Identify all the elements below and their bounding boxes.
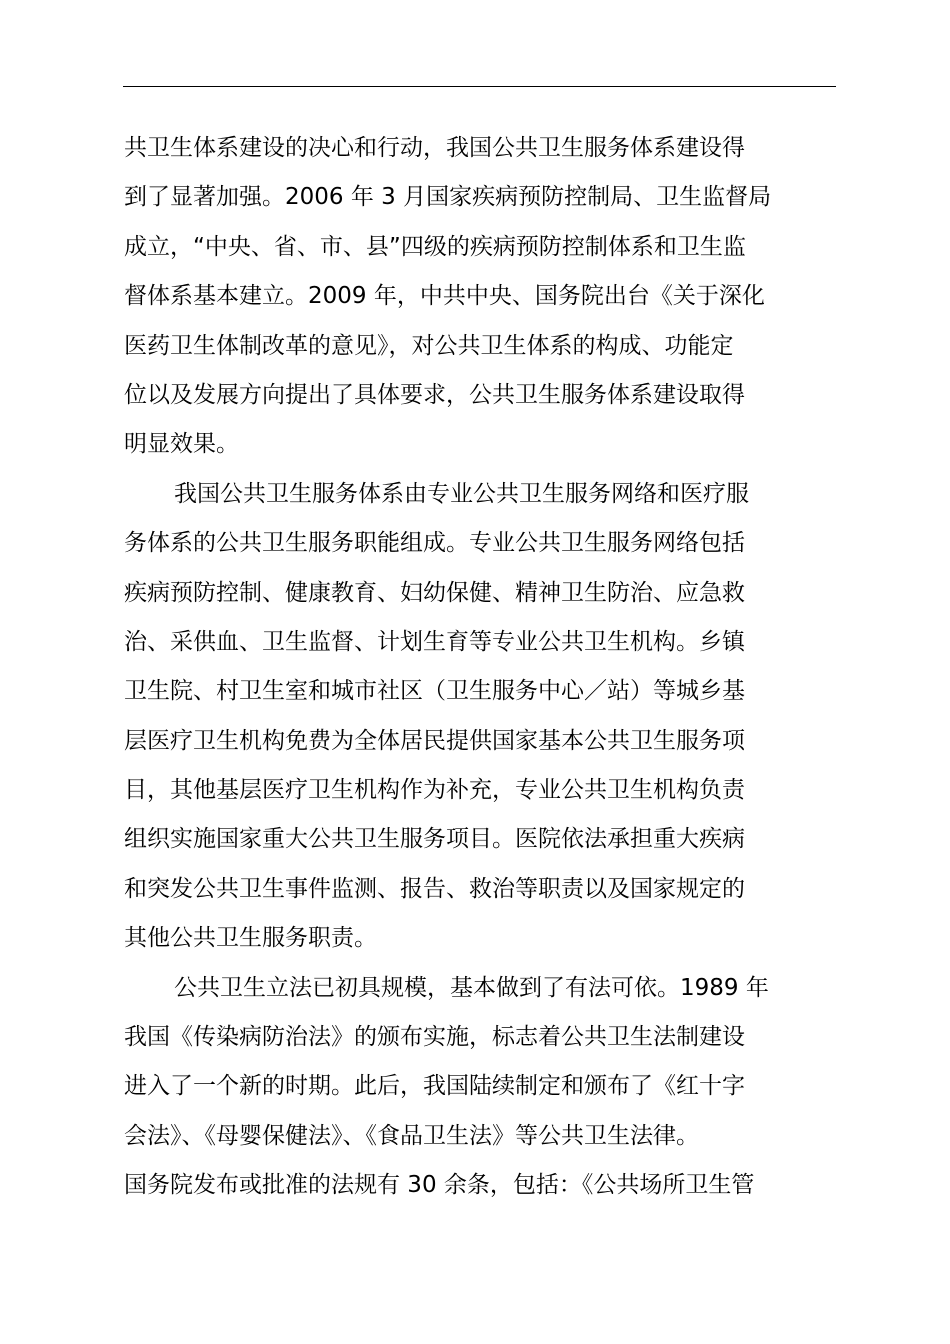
text-line: 疾病预防控制、健康教育、妇幼保健、精神卫生防治、应急救: [124, 579, 745, 606]
paragraph-3: [124, 964, 840, 1211]
text-line: 其他公共卫生服务职责。: [124, 925, 377, 952]
text-line: 会法》、《母婴保健法》、《食品卫生法》等公共卫生法律。: [124, 1122, 699, 1149]
text-line: 医药卫生体制改革的意见》，对公共卫生体系的构成、功能定: [124, 332, 734, 359]
text-line: 位以及发展方向提出了具体要求，公共卫生服务体系建设取得: [124, 381, 745, 408]
text-line: 进入了一个新的时期。此后，我国陆续制定和颁布了《红十字: [124, 1073, 745, 1100]
text-line: 卫生院、村卫生室和城市社区（卫生服务中心／站）等城乡基: [124, 678, 745, 705]
text-line: 务体系的公共卫生服务职能组成。专业公共卫生服务网络包括: [124, 530, 745, 557]
text-line: 公共卫生立法已初具规模，基本做到了有法可依。1989 年: [174, 974, 769, 1001]
paragraph-2: [124, 470, 840, 964]
text-line: 目，其他基层医疗卫生机构作为补充，专业公共卫生机构负责: [124, 777, 745, 804]
text-line: 治、采供血、卫生监督、计划生育等专业公共卫生机构。乡镇: [124, 628, 745, 655]
text-line: 和突发公共卫生事件监测、报告、救治等职责以及国家规定的: [124, 875, 745, 902]
text-line: 我国公共卫生服务体系由专业公共卫生服务网络和医疗服: [174, 480, 749, 507]
body-text: [124, 124, 840, 1211]
text-line: 国务院发布或批准的法规有 30 余条，包括：《公共场所卫生管: [124, 1172, 755, 1199]
text-line: 我国《传染病防治法》的颁布实施，标志着公共卫生法制建设: [124, 1024, 745, 1051]
text-line: 督体系基本建立。2009 年，中共中央、国务院出台《关于深化: [124, 283, 765, 310]
text-line: 层医疗卫生机构免费为全体居民提供国家基本公共卫生服务项: [124, 727, 745, 754]
text-line: 明显效果。: [124, 431, 239, 458]
text-line: 组织实施国家重大公共卫生服务项目。医院依法承担重大疾病: [124, 826, 745, 853]
header-rule: [123, 86, 836, 87]
text-line: 成立，“中央、省、市、县”四级的疾病预防控制体系和卫生监: [124, 233, 746, 260]
text-line: 到了显著加强。2006 年 3 月国家疾病预防控制局、卫生监督局: [124, 184, 772, 211]
text-line: 共卫生体系建设的决心和行动，我国公共卫生服务体系建设得: [124, 135, 745, 161]
paragraph-1: [124, 124, 840, 470]
